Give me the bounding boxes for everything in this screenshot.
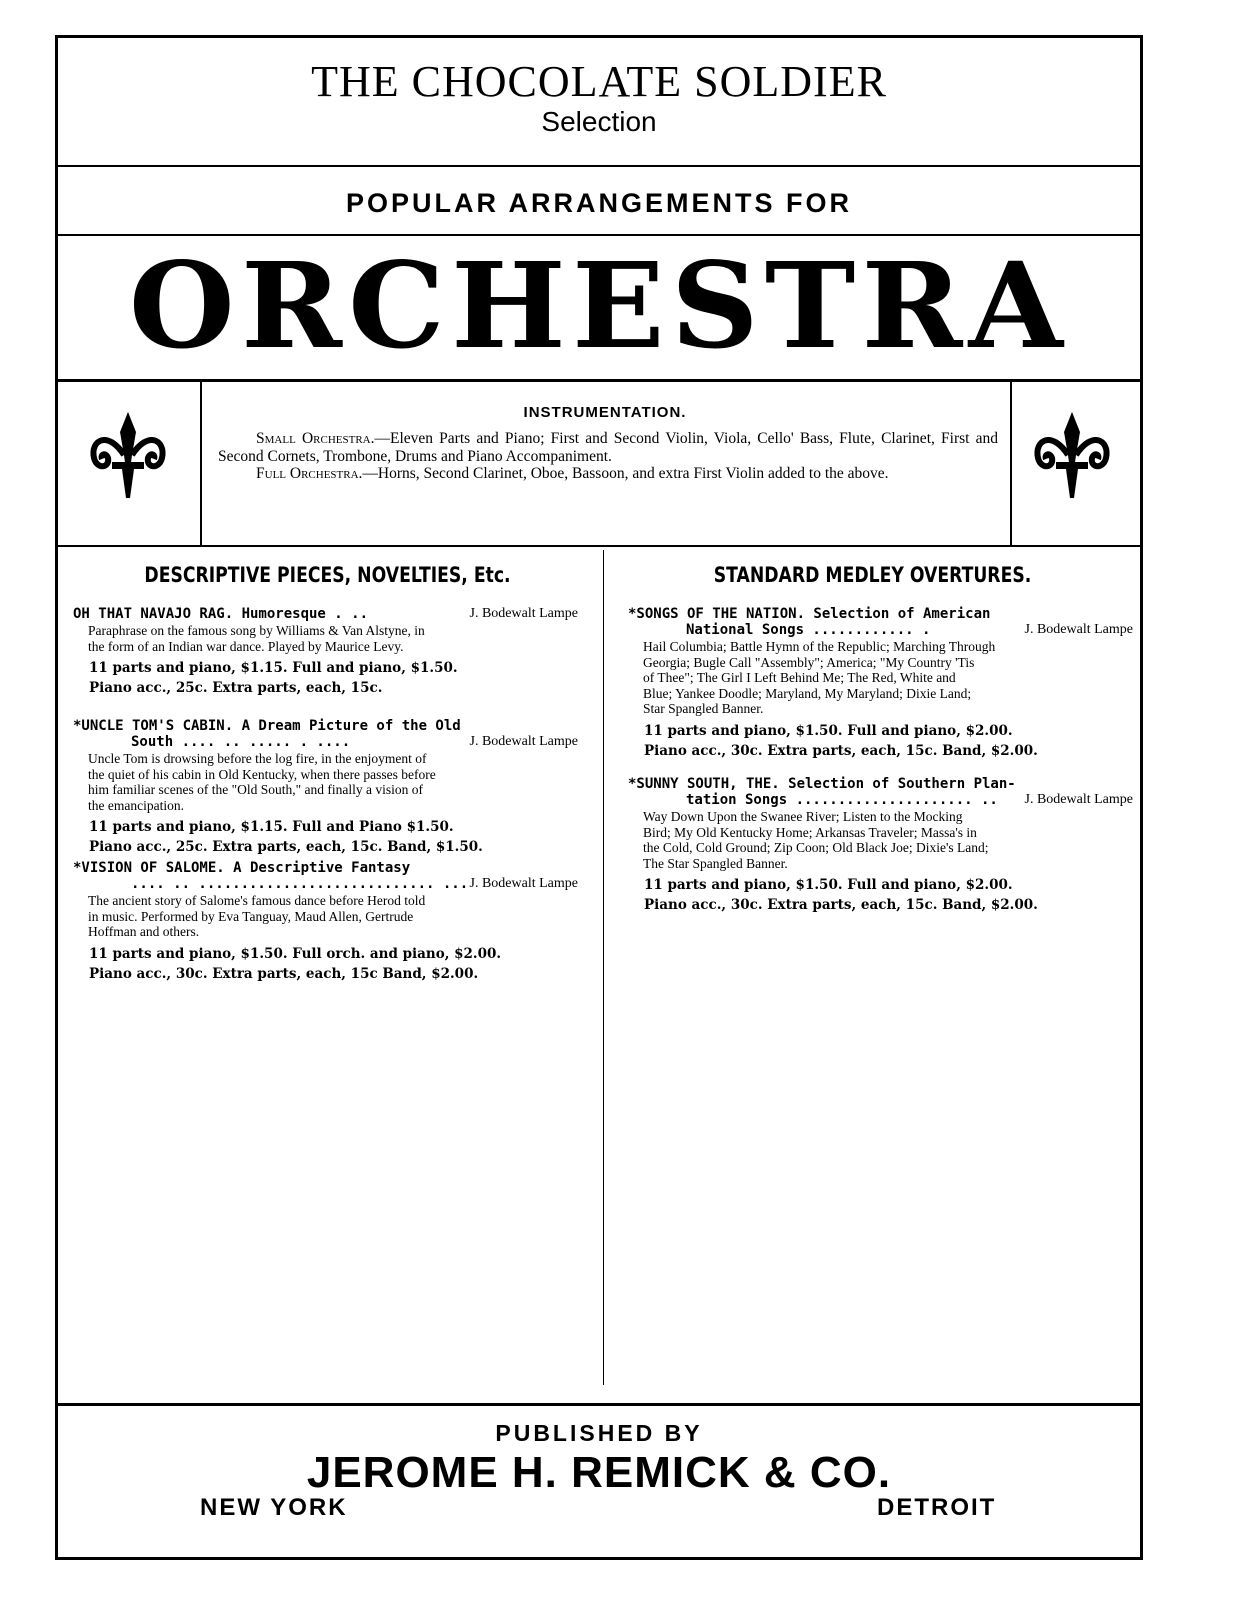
description-line: Bird; My Old Kentucky Home; Arkansas Traveler; Massa's in	[643, 824, 977, 840]
price-line: 11 parts and piano, $1.50. Full and piano, $2.00.	[644, 722, 1013, 739]
list-item	[628, 606, 1133, 761]
description-line: Blue; Yankee Doodle; Maryland, My Maryland; Dixie Land;	[643, 685, 972, 701]
description-line: Georgia; Bugle Call "Assembly"; America; "My Country 'Tis	[643, 654, 975, 670]
description-line: the form of an Indian war dance. Played by Maurice Levy.	[88, 638, 404, 654]
description-line: Uncle Tom is drowsing before the log fire, in the enjoyment of	[88, 751, 427, 766]
entry-prices	[628, 721, 1133, 761]
page-title: THE CHOCOLATE SOLDIER	[311, 57, 887, 106]
entry-composer: J. Bodewalt Lampe	[1024, 622, 1133, 637]
entry-title: OH THAT NAVAJO RAG. Humoresque . ..	[73, 606, 369, 622]
divider	[55, 379, 1143, 382]
tagline: POPULAR ARRANGEMENTS FOR	[345, 188, 852, 218]
publisher-name: JEROME H. REMICK & CO.	[306, 1448, 892, 1497]
entry-composer: J. Bodewalt Lampe	[469, 734, 578, 749]
instrumentation-heading: INSTRUMENTATION.	[523, 404, 687, 421]
full-orchestra-label: Full Orchestra.	[256, 465, 363, 482]
entry-prices	[73, 817, 578, 857]
list-item	[628, 776, 1133, 915]
description-line: Paraphrase on the famous song by Williams & Van Alstyne, in	[88, 623, 425, 638]
small-orchestra-text: —Eleven Parts and Piano; First and Second Violin, Viola, Cello' Bass, Flute, Clarinet, First and Second Cornets, Trombone, Drums and Piano Accompaniment.	[218, 430, 999, 465]
price-line: Piano acc., 25c. Extra parts, each, 15c.	[89, 680, 383, 696]
entry-description	[73, 623, 578, 654]
page-subtitle: Selection	[541, 106, 657, 137]
fleur-de-lis-icon	[1032, 410, 1112, 500]
divider	[55, 165, 1143, 167]
price-line: Piano acc., 30c. Extra parts, each, 15c Band, $2.00.	[89, 965, 479, 982]
description-line: Star Spangled Banner.	[643, 701, 764, 716]
entry-title-continued: .... .. ............................ ...	[131, 876, 469, 892]
description-line: the emancipation.	[88, 797, 184, 813]
entry-prices	[628, 875, 1133, 915]
fleur-de-lis-icon	[88, 410, 168, 500]
description-line: Hail Columbia; Battle Hymn of the Republic; Marching Through	[643, 639, 996, 654]
entry-description	[628, 809, 1133, 871]
description-line: Way Down Upon the Swanee River; Listen to the Mocking	[643, 809, 963, 824]
entry-title: *SUNNY SOUTH, THE. Selection of Southern Plan-	[628, 776, 1016, 792]
description-line: Hoffman and others.	[88, 924, 200, 939]
entry-title: *UNCLE TOM'S CABIN. A Dream Picture of the Old	[73, 718, 461, 734]
entry-composer: J. Bodewalt Lampe	[1024, 792, 1133, 807]
left-column-heading: DESCRIPTIVE PIECES, NOVELTIES, Etc.	[144, 563, 511, 587]
description-line: him familiar scenes of the "Old South," and finally a vision of	[88, 782, 423, 797]
price-line: 11 parts and piano, $1.50. Full and piano, $2.00.	[644, 877, 1013, 893]
description-line: the Cold, Cold Ground; Zip Coon; Old Black Joe; Dixie's Land;	[643, 840, 989, 855]
price-line: 11 parts and piano, $1.15. Full and Piano $1.50.	[89, 819, 454, 835]
entry-title-line	[628, 622, 1133, 638]
entry-title-line	[73, 606, 578, 622]
price-line: 11 parts and piano, $1.50. Full orch. and piano, $2.00.	[89, 945, 502, 962]
published-by: PUBLISHED BY	[495, 1420, 703, 1446]
description-line: of Thee"; The Girl I Left Behind Me; The Red, White and	[643, 670, 956, 685]
price-line: Piano acc., 30c. Extra parts, each, 15c. Band, $2.00.	[644, 897, 1038, 913]
divider	[55, 545, 1143, 547]
entry-title: *VISION OF SALOME. A Descriptive Fantasy	[73, 860, 411, 876]
entry-description	[73, 751, 578, 813]
entry-title-continued: South .... .. ..... . ....	[131, 734, 351, 750]
city-new-york: NEW YORK	[200, 1494, 348, 1521]
price-line: 11 parts and piano, $1.15. Full and piano, $1.50.	[89, 660, 458, 676]
entry-composer: J. Bodewalt Lampe	[469, 606, 578, 621]
entry-title-line	[628, 792, 1133, 808]
column-divider	[603, 550, 604, 1385]
entry-description	[628, 639, 1133, 717]
description-line: in music. Performed by Eva Tanguay, Maud Allen, Gertrude	[88, 908, 414, 924]
entry-prices	[73, 658, 578, 698]
list-item	[73, 606, 578, 698]
instrumentation-text	[218, 430, 998, 483]
entry-title-continued: National Songs ............ .	[686, 622, 931, 638]
entry-description	[73, 893, 578, 940]
city-detroit: DETROIT	[877, 1494, 997, 1521]
description-line: The Star Spangled Banner.	[643, 855, 788, 871]
list-item	[73, 860, 578, 984]
entry-title-continued: tation Songs ..................... ..	[686, 792, 998, 808]
right-column-heading: STANDARD MEDLEY OVERTURES.	[713, 563, 1032, 587]
price-line: Piano acc., 30c. Extra parts, each, 15c. Band, $2.00.	[644, 742, 1038, 759]
entry-composer: J. Bodewalt Lampe	[469, 876, 578, 891]
full-orchestra	[218, 465, 998, 483]
price-line: Piano acc., 25c. Extra parts, each, 15c. Band, $1.50.	[89, 839, 483, 855]
small-orchestra	[218, 430, 998, 465]
description-line: the quiet of his cabin in Old Kentucky, when there passes before	[88, 766, 436, 782]
divider	[55, 1403, 1143, 1406]
small-orchestra-label: Small Orchestra.	[256, 430, 375, 447]
entry-title-line	[73, 876, 578, 892]
divider	[1010, 380, 1012, 546]
full-orchestra-text: —Horns, Second Clarinet, Oboe, Bassoon, and extra First Violin added to the above.	[362, 465, 889, 482]
main-title: ORCHESTRA	[128, 236, 1070, 375]
list-item	[73, 718, 578, 857]
divider	[200, 380, 202, 546]
entry-title-line	[73, 734, 578, 750]
description-line: The ancient story of Salome's famous dance before Herod told	[88, 893, 426, 908]
entry-title: *SONGS OF THE NATION. Selection of American	[628, 606, 991, 622]
entry-prices	[73, 944, 578, 984]
